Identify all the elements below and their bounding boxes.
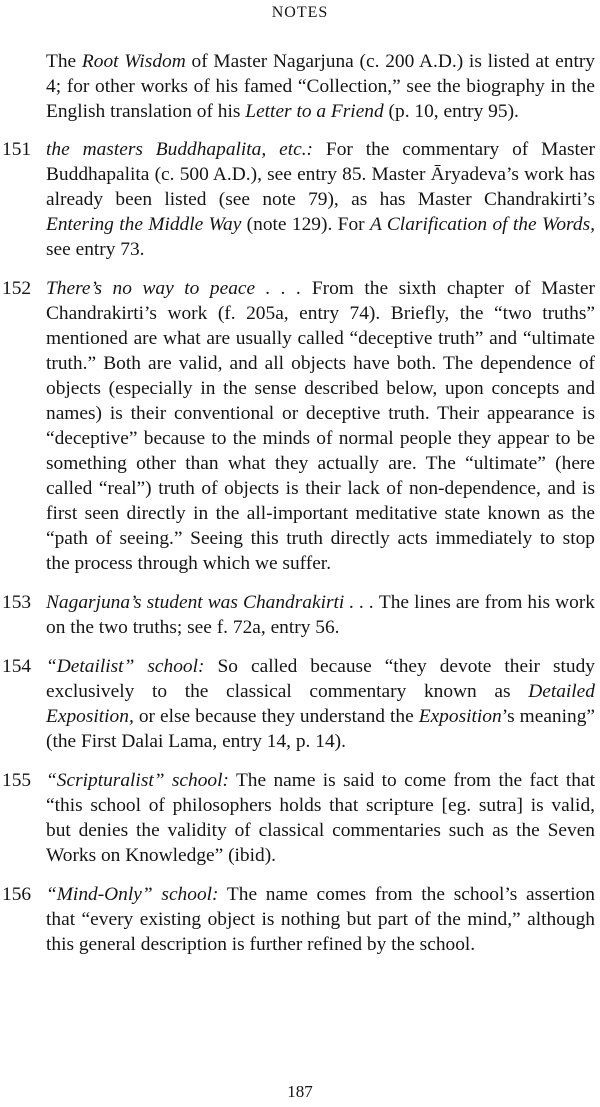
note-text: So called because “they devote their study exclusively to the classical commentary known as xyxy=(46,656,595,702)
note-italic-text: “Scripturalist” school: xyxy=(46,770,229,791)
note-text: The name is said to come from the fact that “this school of philosophers holds that scripture [eg. sutra] is valid, but denies the validity of classical commentaries such as the Seven Works on Knowledge” (ibid). xyxy=(46,770,595,866)
note-entry xyxy=(0,590,600,640)
note-entry xyxy=(0,654,600,754)
note-text: The name comes from the school’s assertion that “every existing object is nothing but part of the mind,” although this general description is further refined by the school. xyxy=(46,884,595,955)
note-entry xyxy=(0,49,600,124)
note-italic-text: There’s no way to peace . . . xyxy=(46,278,302,299)
note-number: 151 xyxy=(2,139,32,160)
note-text: The xyxy=(46,51,82,72)
note-text: see entry 73. xyxy=(46,239,145,260)
note-text: (note 129). For xyxy=(241,214,370,235)
note-italic-text: “Mind-Only” school: xyxy=(46,884,219,905)
note-entry xyxy=(0,137,600,262)
note-text: From the sixth chapter of Master Chandrakirti’s work (f. 205a, entry 74). Briefly, the “two truths” mentioned are what are usually called “deceptive truth” and “ultimate truth.” Both are valid, and all objects have both. The dependence of objects (especially in the sense described below, upon concepts and names) is their conventional or deceptive truth. Their appearance is “deceptive” because to the minds of normal people they appear to be something other than what they actually are. The “ultimate” (here called “real”) truth of objects is their lack of non-dependence, and is first seen directly in the all-important meditative state known as the “path of seeing.” Seeing this truth directly acts immediately to stop the process through which we suffer. xyxy=(46,278,596,574)
notes-list xyxy=(0,49,600,971)
note-entry xyxy=(0,768,600,868)
note-text: or else because they understand the xyxy=(133,706,419,727)
running-header: NOTES xyxy=(271,4,329,21)
note-number: 152 xyxy=(2,278,32,299)
note-text: The lines are from his work on the two truths; see f. 72a, entry 56. xyxy=(46,592,595,638)
note-number: 155 xyxy=(2,770,32,791)
note-italic-text: Detailed Exposition, xyxy=(46,681,595,727)
note-text: ’s meaning” (the First Dalai Lama, entry 14, p. 14). xyxy=(46,706,596,752)
note-italic-text: Exposition xyxy=(418,706,502,727)
note-text: of Master Nagarjuna (c. 200 A.D.) is listed at entry 4; for other works of his famed “Collection,” see the biography in the English translation of his xyxy=(46,51,596,122)
note-italic-text: Root Wisdom xyxy=(81,51,186,72)
note-italic-text: Nagarjuna’s student was Chandrakirti . . . xyxy=(46,592,375,613)
note-italic-text: “Detailist” school: xyxy=(46,656,205,677)
note-number: 153 xyxy=(2,592,32,613)
note-italic-text: A Clarification of the Words, xyxy=(370,214,595,235)
page-number: 187 xyxy=(287,1082,313,1101)
note-number: 154 xyxy=(2,656,32,677)
note-number: 156 xyxy=(2,884,32,905)
note-italic-text: Entering the Middle Way xyxy=(46,214,242,235)
note-italic-text: the masters Buddhapalita, etc.: xyxy=(46,139,314,160)
note-italic-text: Letter to a Friend xyxy=(245,101,384,122)
note-entry xyxy=(0,276,600,576)
note-entry xyxy=(0,882,600,957)
note-text: For the commentary of Master Buddhapalita (c. 500 A.D.), see entry 85. Master Āryadeva’s work has already been listed (see note 79), as has Master Chandrakirti’s xyxy=(46,139,595,210)
note-text: (p. 10, entry 95). xyxy=(383,101,519,122)
